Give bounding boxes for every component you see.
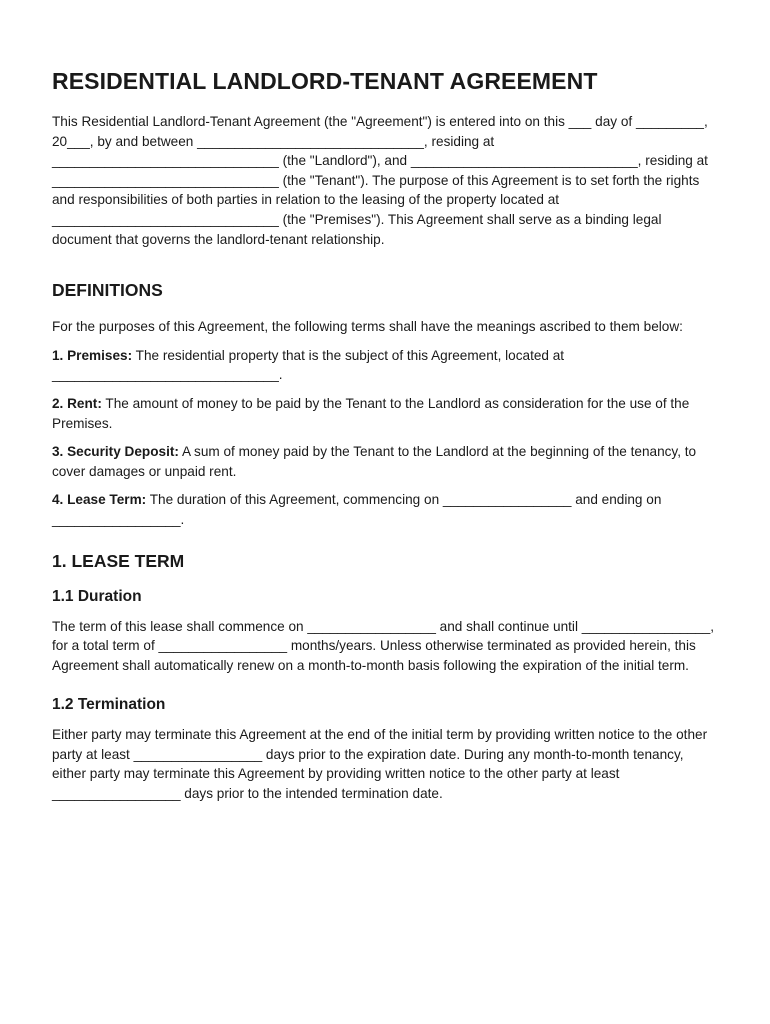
definition-text: The amount of money to be paid by the Tenant to the Landlord as consideration for the use of the Premises.: [52, 395, 690, 431]
definition-text: The residential property that is the subject of this Agreement, located at ______________________________.: [52, 347, 565, 383]
definitions-lead: For the purposes of this Agreement, the following terms shall have the meanings ascribed to them below:: [52, 319, 683, 335]
definition-term: 3. Security Deposit:: [52, 444, 179, 460]
definitions-heading: DEFINITIONS: [52, 280, 163, 301]
definition-text: A sum of money paid by the Tenant to the Landlord at the beginning of the tenancy, to cover damages or unpaid rent.: [52, 444, 697, 479]
definition-term: 4. Lease Term:: [52, 492, 147, 508]
duration-heading: 1.1 Duration: [52, 587, 142, 605]
definition-term: 2. Rent:: [52, 395, 102, 411]
definition-term: 1. Premises:: [52, 347, 133, 363]
definition-lease-term: [52, 490, 720, 529]
termination-heading: 1.2 Termination: [52, 696, 166, 714]
definition-rent: [52, 394, 720, 433]
lease-term-heading: 1. LEASE TERM: [52, 550, 185, 571]
definition-premises: [52, 346, 720, 385]
definition-text: The duration of this Agreement, commencing on _________________ and ending on _________________.: [52, 492, 662, 527]
termination-paragraph: Either party may terminate this Agreement at the end of the initial term by providing written notice to the other party at least _________________ days prior to the expiration date. During any month-to-month tenancy, either party may terminate this Agreement by providing written notice to the other party at least _________________ days prior to the intended termination date.: [52, 727, 708, 802]
duration-paragraph: The term of this lease shall commence on _________________ and shall continue until _________________, for a total term of _________________ months/years. Unless otherwise terminated as provided herein, this Agreement shall automatically renew on a month-to-month basis following the expiration of the initial term.: [52, 618, 715, 673]
intro-paragraph: This Residential Landlord-Tenant Agreement (the "Agreement") is entered into on this ___ day of _________, 20___, by and between ______________________________, residing at ______________________________ (the "Landlord"), and ______________________________, residing at ______________________________ (the "Tenant"). The purpose of this Agreement is to set forth the rights and responsibilities of both parties in relation to the leasing of the property located at ______________________________ (the "Premises"). This Agreement shall serve as a binding legal document that governs the landlord-tenant relationship.: [52, 114, 708, 247]
definition-security-deposit: [52, 442, 720, 481]
document-title: RESIDENTIAL LANDLORD-TENANT AGREEMENT: [52, 68, 598, 94]
